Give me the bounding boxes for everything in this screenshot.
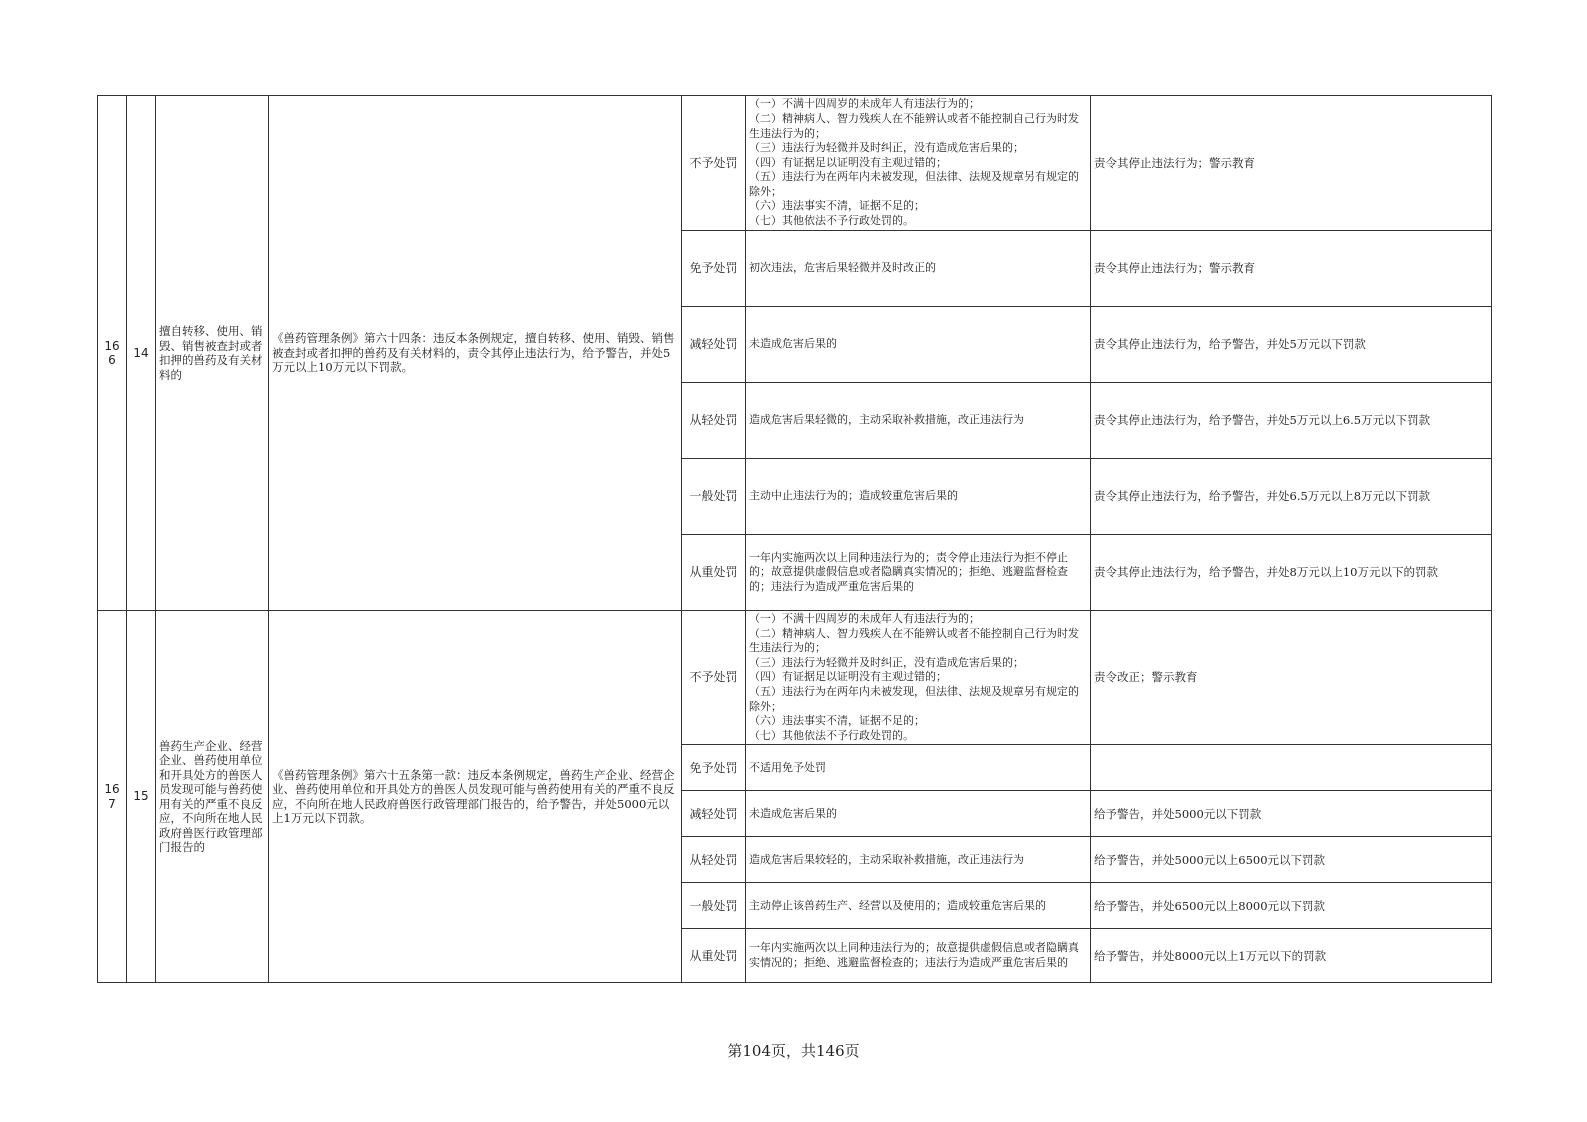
penalty-level-cell: 减轻处罚 xyxy=(682,791,746,837)
conditions-cell xyxy=(746,611,1091,745)
penalty-standard-cell: 给予警告，并处8000元以上1万元以下的罚款 xyxy=(1091,929,1492,983)
penalty-level-cell: 免予处罚 xyxy=(682,231,746,307)
penalty-standard-cell: 给予警告，并处5000元以下罚款 xyxy=(1091,791,1492,837)
item-number-cell: 14 xyxy=(127,96,156,611)
conditions-cell: 一年内实施两次以上同种违法行为的；故意提供虚假信息或者隐瞒真实情况的；拒绝、逃避监督检查的；违法行为造成严重危害后果的 xyxy=(746,929,1091,983)
penalty-standards-table xyxy=(97,95,1492,983)
violation-behavior-cell: 擅自转移、使用、销毁、销售被查封或者扣押的兽药及有关材料的 xyxy=(156,96,269,611)
serial-number-cell: 166 xyxy=(98,96,127,611)
violation-behavior-cell: 兽药生产企业、经营企业、兽药使用单位和开具处方的兽医人员发现可能与兽药使用有关的严重不良反应，不向所在地人民政府兽医行政管理部门报告的 xyxy=(156,611,269,983)
legal-basis-cell: 《兽药管理条例》第六十四条：违反本条例规定，擅自转移、使用、销毁、销售被查封或者扣押的兽药及有关材料的，责令其停止违法行为，给予警告，并处5万元以上10万元以下罚款。 xyxy=(269,96,682,611)
penalty-standard-cell: 责令其停止违法行为；警示教育 xyxy=(1091,231,1492,307)
condition-line: （二）精神病人、智力残疾人在不能辨认或者不能控制自己行为时发生违法行为的； xyxy=(749,111,1079,140)
condition-line: （一）不满十四周岁的未成年人有违法行为的； xyxy=(749,97,980,111)
penalty-level-cell: 从轻处罚 xyxy=(682,837,746,883)
penalty-standard-cell: 给予警告，并处6500元以上8000元以下罚款 xyxy=(1091,883,1492,929)
conditions-cell: 未造成危害后果的 xyxy=(746,307,1091,383)
penalty-standard-cell: 给予警告，并处5000元以上6500元以下罚款 xyxy=(1091,837,1492,883)
condition-line: （六）违法事实不清，证据不足的； xyxy=(749,199,925,213)
penalty-standard-cell: 责令其停止违法行为，给予警告，并处5万元以上6.5万元以下罚款 xyxy=(1091,383,1492,459)
table-row xyxy=(98,96,1492,231)
penalty-standard-cell: 责令其停止违法行为，给予警告，并处8万元以上10万元以下的罚款 xyxy=(1091,535,1492,611)
conditions-cell xyxy=(746,96,1091,231)
condition-line: （七）其他依法不予行政处罚的。 xyxy=(749,728,914,742)
penalty-level-cell: 免予处罚 xyxy=(682,745,746,791)
penalty-standard-cell: 责令改正；警示教育 xyxy=(1091,611,1492,745)
penalty-standard-cell: 责令其停止违法行为，给予警告，并处5万元以下罚款 xyxy=(1091,307,1492,383)
conditions-cell: 未造成危害后果的 xyxy=(746,791,1091,837)
page-number-footer: 第104页，共146页 xyxy=(727,1042,860,1060)
penalty-level-cell: 从重处罚 xyxy=(682,929,746,983)
penalty-standard-cell xyxy=(1091,745,1492,791)
condition-line: （二）精神病人、智力残疾人在不能辨认或者不能控制自己行为时发生违法行为的； xyxy=(749,626,1079,655)
penalty-level-cell: 一般处罚 xyxy=(682,459,746,535)
conditions-cell: 造成危害后果轻微的，主动采取补救措施，改正违法行为 xyxy=(746,383,1091,459)
serial-number-cell: 167 xyxy=(98,611,127,983)
condition-line: （四）有证据足以证明没有主观过错的； xyxy=(749,155,947,169)
condition-line: （六）违法事实不清，证据不足的； xyxy=(749,714,925,728)
conditions-cell: 主动停止该兽药生产、经营以及使用的；造成较重危害后果的 xyxy=(746,883,1091,929)
penalty-level-cell: 从轻处罚 xyxy=(682,383,746,459)
legal-basis-cell: 《兽药管理条例》第六十五条第一款：违反本条例规定，兽药生产企业、经营企业、兽药使用单位和开具处方的兽医人员发现可能与兽药使用有关的严重不良反应，不向所在地人民政府兽医行政管理部门报告的，给予警告，并处5000元以上1万元以下罚款。 xyxy=(269,611,682,983)
item-number-cell: 15 xyxy=(127,611,156,983)
conditions-cell: 一年内实施两次以上同种违法行为的；责令停止违法行为拒不停止的；故意提供虚假信息或者隐瞒真实情况的；拒绝、逃避监督检查的；违法行为造成严重危害后果的 xyxy=(746,535,1091,611)
condition-line: （五）违法行为在两年内未被发现，但法律、法规及规章另有规定的除外； xyxy=(749,684,1079,713)
penalty-level-cell: 减轻处罚 xyxy=(682,307,746,383)
condition-line: （三）违法行为轻微并及时纠正，没有造成危害后果的； xyxy=(749,141,1024,155)
penalty-standard-cell: 责令其停止违法行为；警示教育 xyxy=(1091,96,1492,231)
conditions-cell: 造成危害后果较轻的，主动采取补救措施，改正违法行为 xyxy=(746,837,1091,883)
conditions-cell: 不适用免予处罚 xyxy=(746,745,1091,791)
conditions-cell: 初次违法，危害后果轻微并及时改正的 xyxy=(746,231,1091,307)
penalty-level-cell: 从重处罚 xyxy=(682,535,746,611)
table-row xyxy=(98,611,1492,745)
penalty-level-cell: 不予处罚 xyxy=(682,611,746,745)
condition-line: （一）不满十四周岁的未成年人有违法行为的； xyxy=(749,612,980,625)
penalty-level-cell: 不予处罚 xyxy=(682,96,746,231)
condition-line: （五）违法行为在两年内未被发现，但法律、法规及规章另有规定的除外； xyxy=(749,170,1079,198)
condition-line: （七）其他依法不予行政处罚的。 xyxy=(749,214,914,228)
condition-line: （四）有证据足以证明没有主观过错的； xyxy=(749,670,947,684)
conditions-cell: 主动中止违法行为的；造成较重危害后果的 xyxy=(746,459,1091,535)
condition-line: （三）违法行为轻微并及时纠正，没有造成危害后果的； xyxy=(749,655,1024,669)
penalty-level-cell: 一般处罚 xyxy=(682,883,746,929)
penalty-standard-cell: 责令其停止违法行为，给予警告，并处6.5万元以上8万元以下罚款 xyxy=(1091,459,1492,535)
